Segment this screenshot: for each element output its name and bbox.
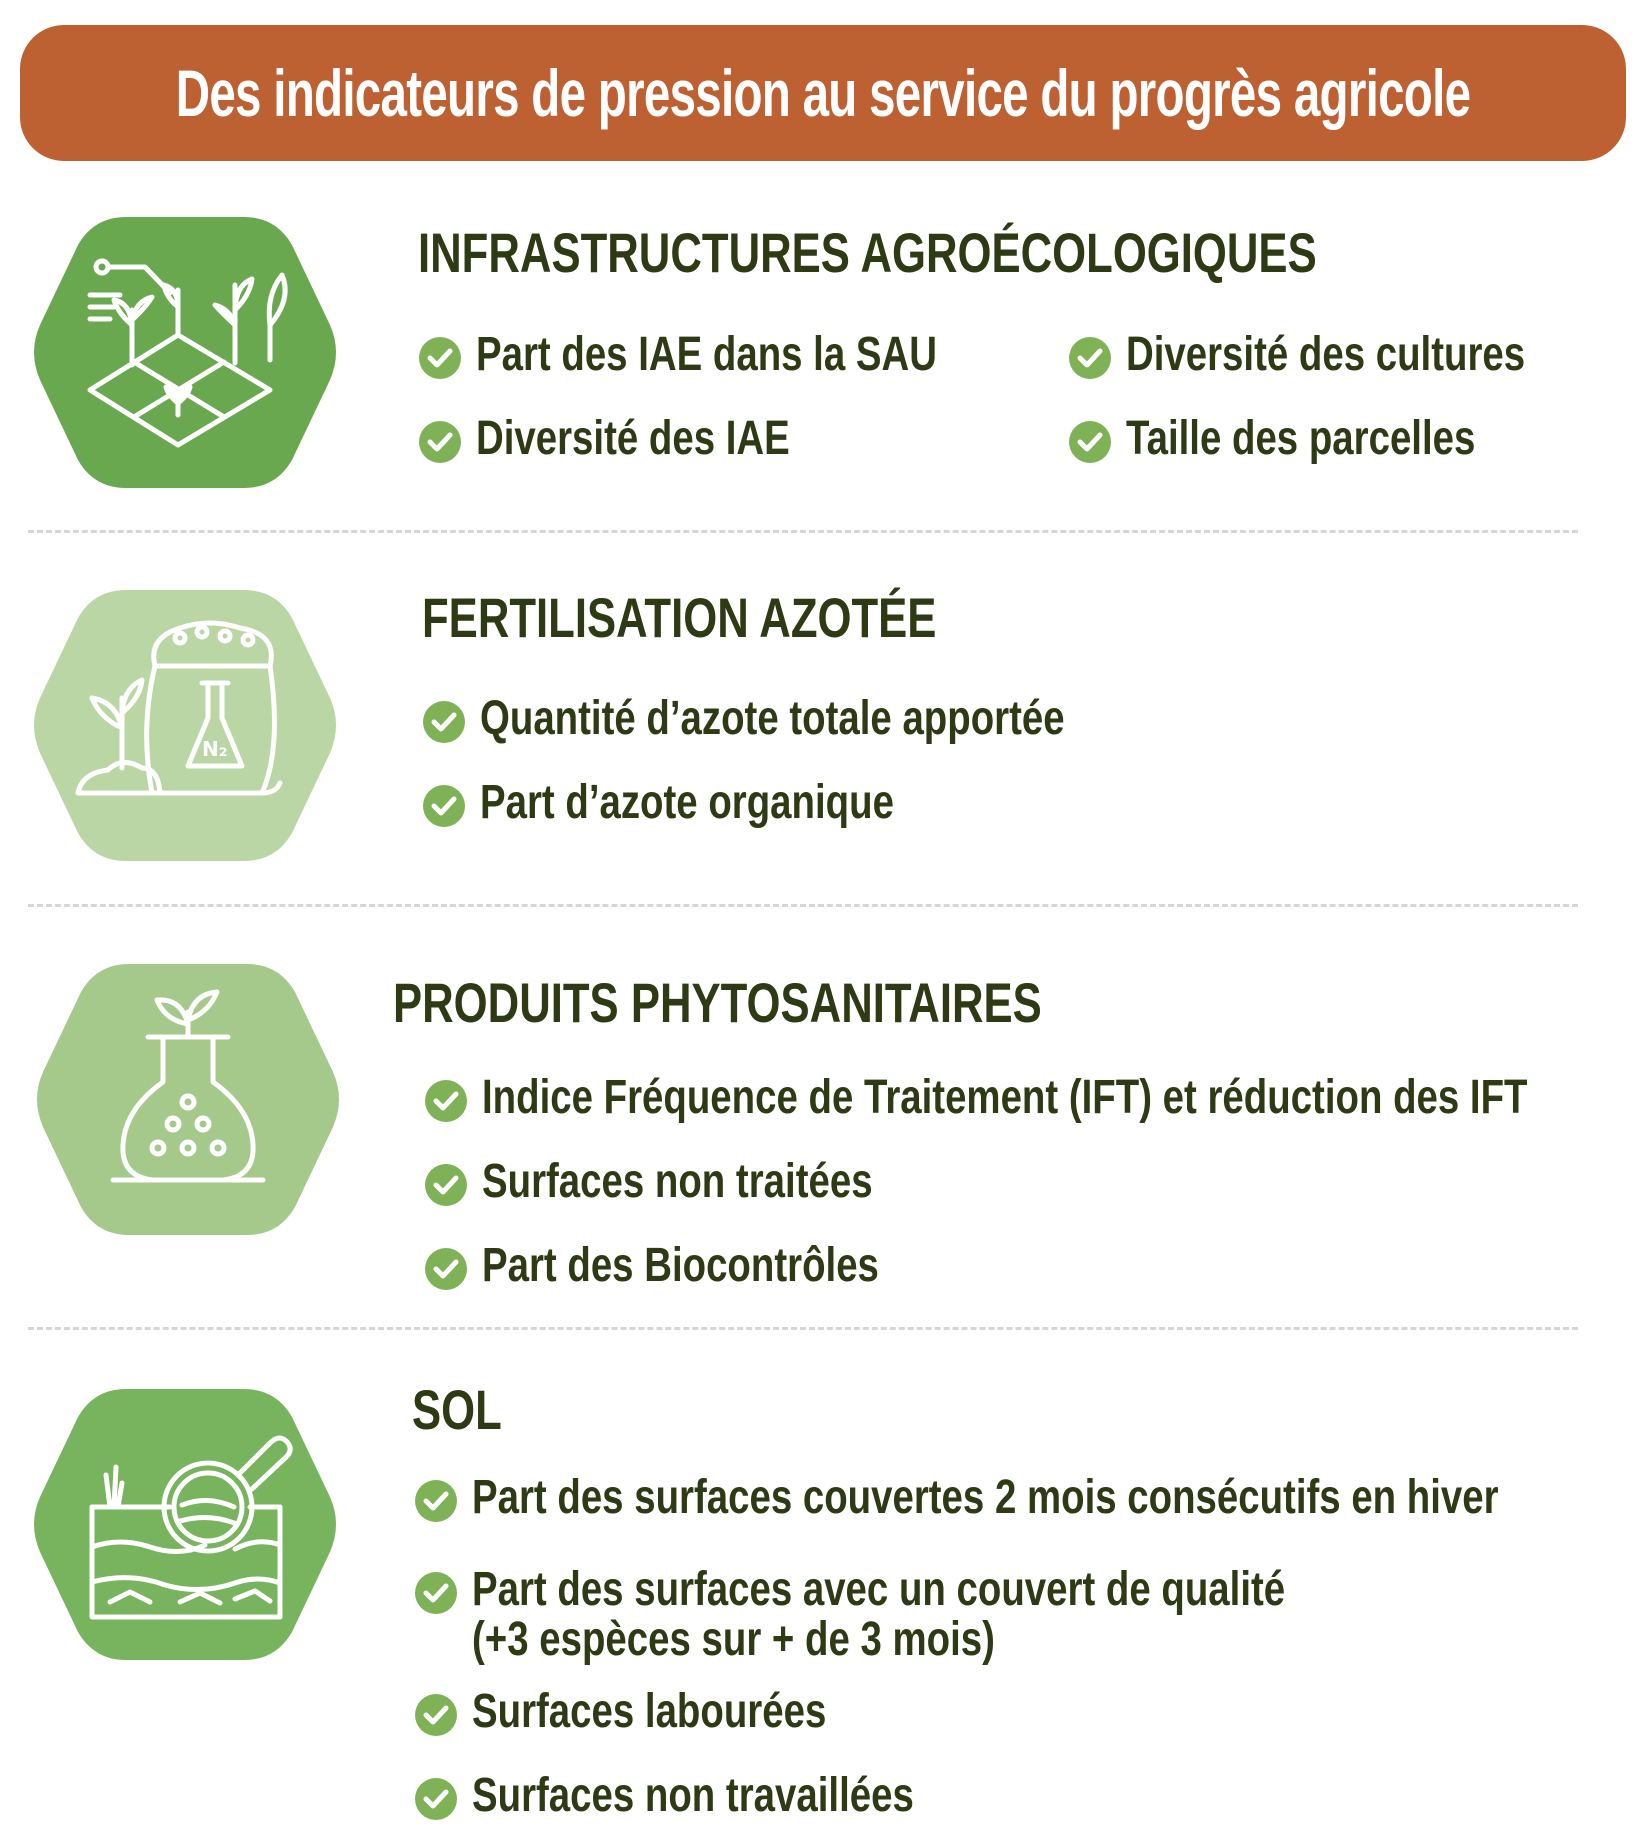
check-icon — [1068, 336, 1112, 380]
svg-text:N₂: N₂ — [202, 737, 228, 761]
list-item-sub-text: (+3 espèces sur + de 3 mois) — [472, 1613, 995, 1666]
section-fertilisation-hexagon — [30, 588, 340, 863]
list-item-label: Part des surfaces couvertes 2 mois consécutifs en hiver — [472, 1471, 1499, 1524]
check-icon — [418, 336, 462, 380]
list-item-main-text: Part des surfaces avec un couvert de qualité — [472, 1563, 1286, 1616]
check-icon — [424, 1079, 468, 1123]
list-item-label: Part des IAE dans la SAU — [476, 328, 937, 381]
list-item — [422, 694, 1211, 744]
list-item — [414, 1687, 915, 1737]
check-icon — [414, 1693, 458, 1737]
check-icon — [414, 1479, 458, 1523]
list-item-label: Surfaces non traitées — [482, 1155, 873, 1208]
list-item — [1068, 330, 1625, 380]
list-item — [418, 414, 868, 464]
section-divider — [28, 1327, 1578, 1330]
section-divider — [28, 530, 1578, 533]
list-item — [424, 1073, 1638, 1123]
section-phyto-hexagon — [33, 962, 343, 1237]
section-title-infrastructures: INFRASTRUCTURES AGROÉCOLOGIQUES — [418, 221, 1317, 284]
check-icon — [422, 784, 466, 828]
check-icon — [422, 700, 466, 744]
list-item — [1068, 414, 1563, 464]
list-item-label: Surfaces non travaillées — [472, 1769, 914, 1822]
list-item — [422, 778, 997, 828]
section-title-fertilisation: FERTILISATION AZOTÉE — [422, 586, 937, 649]
check-icon — [1068, 420, 1112, 464]
check-icon — [414, 1571, 458, 1615]
section-divider — [28, 904, 1578, 907]
list-item-label — [472, 1565, 1285, 1665]
list-item — [414, 1771, 1024, 1821]
list-item-label: Indice Fréquence de Traitement (IFT) et réduction des IFT — [482, 1071, 1528, 1124]
list-item — [414, 1473, 1638, 1523]
list-item-label: Diversité des cultures — [1126, 328, 1526, 381]
list-item-label: Surfaces labourées — [472, 1685, 827, 1738]
section-sol-hexagon — [30, 1387, 340, 1662]
list-item-label: Taille des parcelles — [1126, 412, 1476, 465]
list-item-label: Part d’azote organique — [480, 776, 894, 829]
header-banner — [20, 25, 1626, 161]
section-title-sol: SOL — [412, 1378, 502, 1441]
check-icon — [424, 1247, 468, 1291]
list-item — [424, 1157, 970, 1207]
check-icon — [418, 420, 462, 464]
check-icon — [424, 1163, 468, 1207]
list-item — [424, 1241, 978, 1291]
list-item — [418, 330, 1052, 380]
list-item-label: Part des Biocontrôles — [482, 1239, 879, 1292]
list-item-label: Quantité d’azote totale apportée — [480, 692, 1065, 745]
section-infrastructures-hexagon — [30, 215, 340, 490]
check-icon — [414, 1777, 458, 1821]
list-item-label: Diversité des IAE — [476, 412, 790, 465]
page-title: Des indicateurs de pression au service du progrès agricole — [175, 56, 1471, 130]
section-title-phyto: PRODUITS PHYTOSANITAIRES — [393, 971, 1042, 1034]
list-item — [414, 1565, 1488, 1665]
